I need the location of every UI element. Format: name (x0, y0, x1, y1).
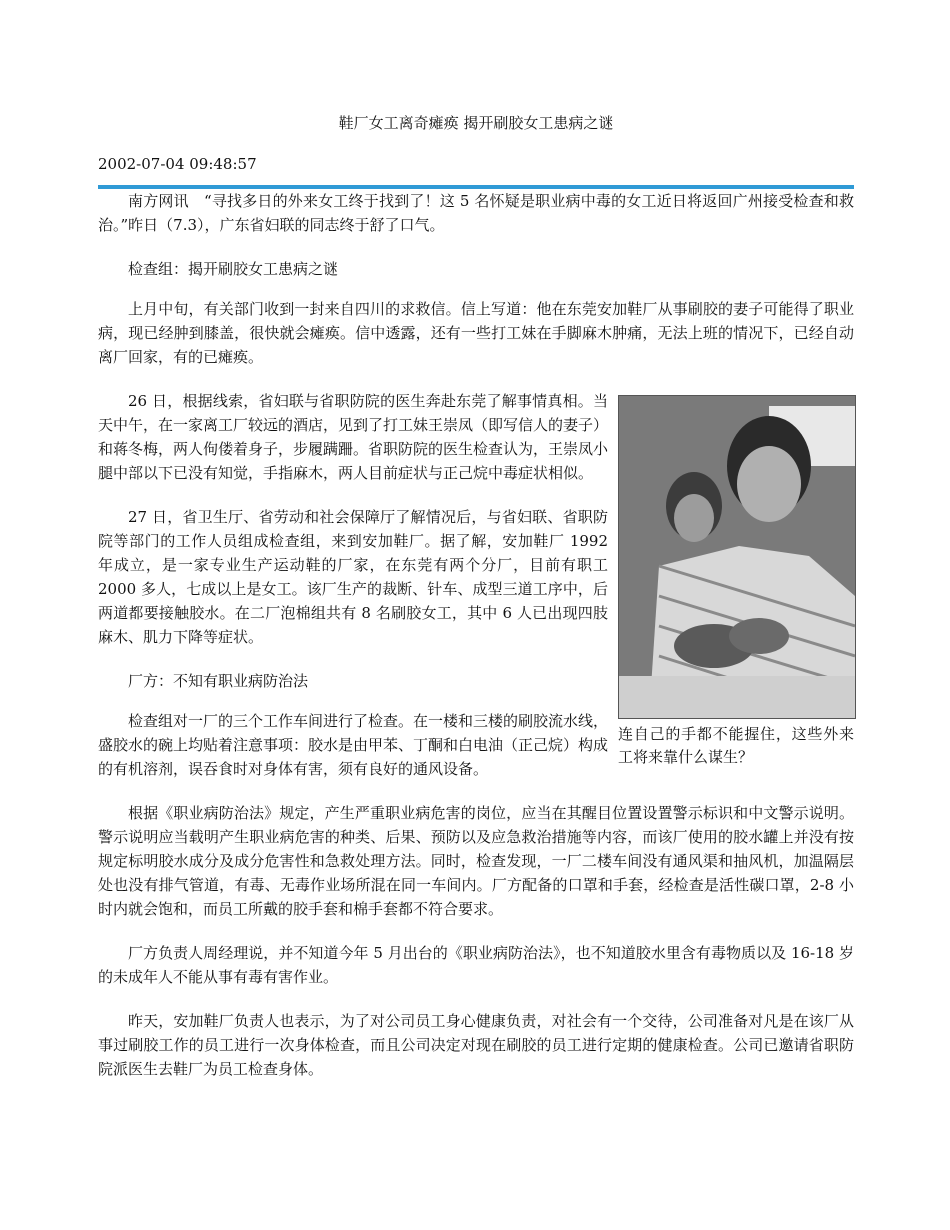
paragraph-letter: 上月中旬，有关部门收到一封来自四川的求救信。信上写道：他在东莞安加鞋厂从事刷胶的妻子可能得了职业病，现已经肿到膝盖，很快就会瘫痪。信中透露，还有一些打工妹在手脚麻木肿痛，无法上班的情况下，已经自动离厂回家，有的已瘫痪。 (98, 300, 854, 366)
photo-illustration (619, 396, 855, 718)
article-timestamp: 2002-07-04 09:48:57 (98, 155, 257, 173)
article-figure (618, 395, 854, 769)
paragraph-lead: 南方网讯 “寻找多日的外来女工终于找到了！这 5 名怀疑是职业病中毒的女工近日将返回广州接受检查和救治。”昨日（7.3），广东省妇联的同志终于舒了口气。 (98, 192, 854, 234)
workers-photo (618, 395, 856, 719)
paragraph-visit: 26 日，根据线索，省妇联与省职防院的医生奔赴东莞了解事情真相。当天中午，在一家离工厂较远的酒店，见到了打工妹王崇凤（即写信人的妻子）和蒋冬梅，两人佝偻着身子，步履蹒跚。省职防院的医生检查认为，王崇凤小腿中部以下已没有知觉，手指麻木，两人目前症状与正己烷中毒症状相似。 (98, 392, 609, 482)
paragraph-workshop: 检查组对一厂的三个工作车间进行了检查。在一楼和三楼的刷胶流水线，盛胶水的碗上均贴着注意事项：胶水是由甲苯、丁酮和白电油（正己烷）构成的有机溶剂，误吞食时对身体有害，须有良好的通风设备。 (98, 712, 609, 778)
article-body (98, 189, 854, 1101)
paragraph-law: 根据《职业病防治法》规定，产生严重职业病危害的岗位，应当在其醒目位置设置警示标识和中文警示说明。警示说明应当载明产生职业病危害的种类、后果、预防以及应急救治措施等内容，而该厂使用的胶水罐上并没有按规定标明胶水成分及成分危害性和急救处理方法。同时，检查发现，一厂二楼车间没有通风渠和抽风机，加温隔层处也没有排气管道，有毒、无毒作业场所混在同一车间内。厂方配备的口罩和手套，经检查是活性碳口罩，2-8 小时内就会饱和，而员工所戴的胶手套和棉手套都不符合要求。 (98, 804, 854, 918)
paragraph-response: 昨天，安加鞋厂负责人也表示，为了对公司员工身心健康负责，对社会有一个交待，公司准备对凡是在该厂从事过刷胶工作的员工进行一次身体检查，而且公司决定对现在刷胶的员工进行定期的健康检查。公司已邀请省职防院派医生去鞋厂为员工检查身体。 (98, 1012, 854, 1078)
paragraph-manager: 厂方负责人周经理说，并不知道今年 5 月出台的《职业病防治法》，也不知道胶水里含有毒物质以及 16-18 岁的未成年人不能从事有毒有害作业。 (98, 944, 854, 986)
figure-caption: 连自己的手都不能握住，这些外来工将来靠什么谋生？ (618, 725, 854, 766)
article-title: 鞋厂女工离奇瘫痪 揭开刷胶女工患病之谜 (338, 114, 614, 132)
section-heading-inspection: 检查组：揭开刷胶女工患病之谜 (128, 260, 339, 278)
paragraph-factory: 27 日，省卫生厅、省劳动和社会保障厅了解情况后，与省妇联、省职防院等部门的工作人员组成检查组，来到安加鞋厂。据了解，安加鞋厂 1992 年成立，是一家专业生产运动鞋的厂家，在东莞有两个分厂，目前有职工 2000 多人，七成以上是女工。该厂生产的裁断、针车、成型三道工序中，后两道都要接触胶水。在二厂泡棉组共有 8 名刷胶女工，其中 6 人已出现四肢麻木、肌力下降等症状。 (98, 508, 608, 646)
section-heading-factory: 厂方：不知有职业病防治法 (128, 672, 309, 690)
